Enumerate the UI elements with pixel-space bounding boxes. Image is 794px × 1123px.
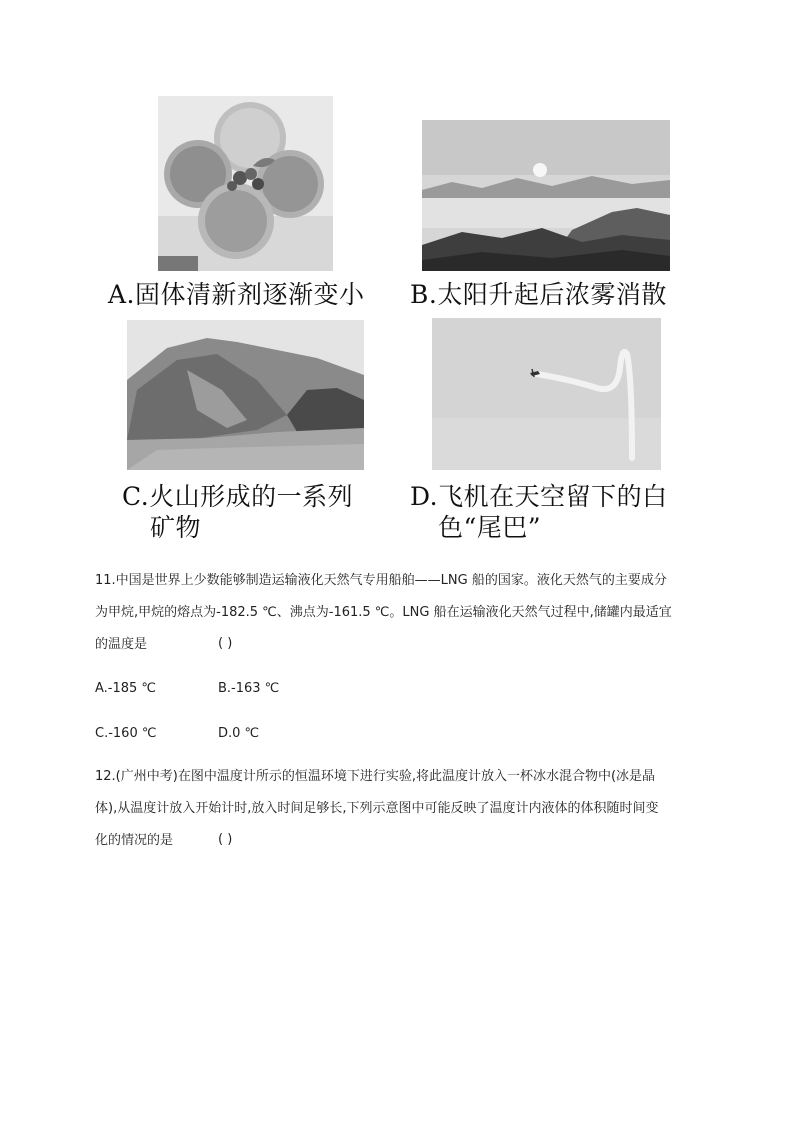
caption-c-line2: 矿物 bbox=[150, 513, 202, 542]
caption-b: B.太阳升起后浓雾消散 bbox=[410, 280, 667, 309]
q11-line2: 为甲烷,甲烷的熔点为-182.5 ℃、沸点为-161.5 ℃。LNG 船在运输液化天然气过程中,储罐内最适宜 bbox=[95, 605, 672, 620]
q12-answer-paren: ( ) bbox=[218, 832, 233, 847]
q11-option-a: A.-185 ℃ bbox=[95, 681, 157, 696]
q12-line3: 化的情况的是 bbox=[95, 833, 174, 848]
q11-line1: 11.中国是世界上少数能够制造运输液化天然气专用船舶——LNG 船的国家。液化天然气的主要成分 bbox=[95, 573, 667, 588]
air-freshener-illustration bbox=[158, 96, 333, 271]
q12-line2: 体),从温度计放入开始计时,放入时间足够长,下列示意图中可能反映了温度计内液体的体积随时间变 bbox=[95, 801, 659, 816]
photo-air-freshener bbox=[158, 96, 333, 271]
contrail-illustration bbox=[432, 318, 661, 470]
q11-line3: 的温度是 bbox=[95, 637, 148, 652]
photo-contrail bbox=[432, 318, 661, 470]
q11-option-b: B.-163 ℃ bbox=[218, 681, 280, 696]
photo-volcano bbox=[127, 320, 364, 470]
caption-c-line1: C.火山形成的一系列 bbox=[122, 482, 354, 511]
caption-a: A.固体清新剂逐渐变小 bbox=[108, 280, 365, 309]
caption-d-line1: D.飞机在天空留下的白 bbox=[410, 482, 668, 511]
q12-line1: 12.(广州中考)在图中温度计所示的恒温环境下进行实验,将此温度计放入一杯冰水混合物中(冰是晶 bbox=[95, 769, 656, 784]
fog-mountains-illustration bbox=[422, 120, 670, 271]
q11-answer-paren: ( ) bbox=[218, 636, 233, 651]
photo-fog-mountains bbox=[422, 120, 670, 271]
q11-option-d: D.0 ℃ bbox=[218, 726, 260, 741]
caption-d-line2: 色“尾巴” bbox=[438, 513, 542, 542]
q11-option-c: C.-160 ℃ bbox=[95, 726, 157, 741]
volcano-illustration bbox=[127, 320, 364, 470]
